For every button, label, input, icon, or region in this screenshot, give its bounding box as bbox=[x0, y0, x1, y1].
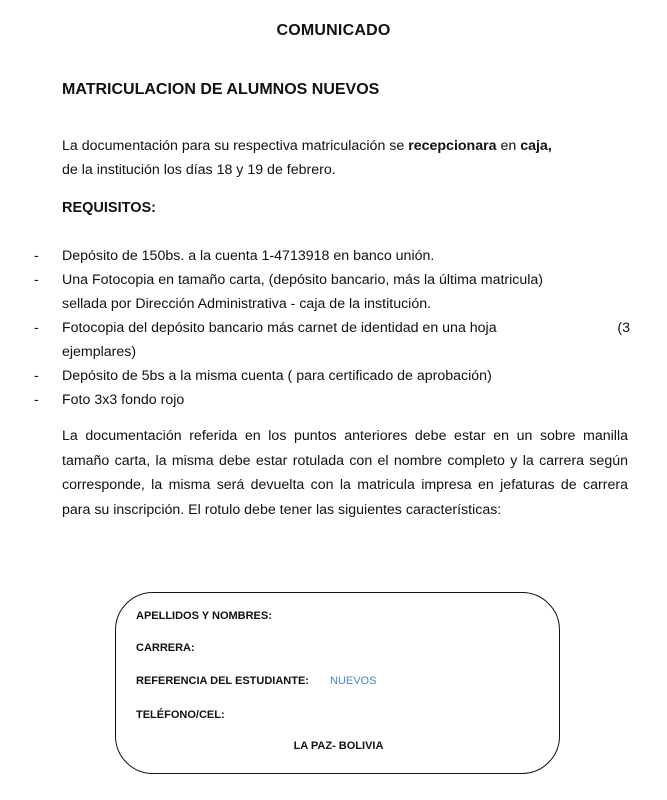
requirement-text: Foto 3x3 fondo rojo bbox=[62, 392, 185, 408]
intro-line-1 bbox=[62, 134, 632, 158]
requirement-text: Fotocopia del depósito bancario más carnet de identidad en una hoja bbox=[62, 320, 497, 336]
requirement-text-continued: sellada por Dirección Administrativa - caja de la institución. bbox=[62, 296, 432, 312]
list-item bbox=[30, 388, 630, 412]
bullet-dash: - bbox=[34, 368, 39, 384]
envelope-label-box bbox=[115, 592, 560, 774]
requirement-text-continued: ejemplares) bbox=[62, 344, 137, 360]
requirement-text: Depósito de 150bs. a la cuenta 1-4713918 en banco unión. bbox=[62, 248, 435, 264]
requirements-heading: REQUISITOS: bbox=[62, 200, 156, 216]
bullet-dash: - bbox=[34, 248, 39, 264]
requirement-text-right: (3 bbox=[617, 320, 630, 336]
label-referencia: REFERENCIA DEL ESTUDIANTE: bbox=[136, 675, 309, 687]
intro-bold-recepcionara: recepcionara bbox=[408, 138, 497, 154]
intro-line-2: de la institución los días 18 y 19 de febrero. bbox=[62, 162, 336, 178]
instructions-paragraph: La documentación referida en los puntos anteriores debe estar en un sobre manilla tamaño carta, la misma debe estar rotulada con el nombre completo y la carrera según corresponde, la misma será devuelta con la matricula impresa en jefaturas de carrera para su inscripción. El rotulo debe tener las siguientes características: bbox=[62, 428, 628, 518]
label-telefono: TELÉFONO/CEL: bbox=[136, 709, 225, 721]
bullet-dash: - bbox=[34, 392, 39, 408]
requirement-text: Depósito de 5bs a la misma cuenta ( para certificado de aprobación) bbox=[62, 368, 492, 384]
bullet-dash: - bbox=[34, 272, 39, 288]
requirements-list bbox=[30, 244, 630, 412]
intro-text-1: La documentación para su respectiva matriculación se bbox=[62, 138, 409, 154]
requirement-text: Una Fotocopia en tamaño carta, (depósito bancario, más la última matricula) bbox=[62, 272, 544, 288]
document-subtitle: MATRICULACION DE ALUMNOS NUEVOS bbox=[62, 81, 380, 98]
list-item bbox=[30, 268, 630, 316]
list-item bbox=[30, 316, 630, 364]
intro-bold-caja: caja, bbox=[520, 138, 552, 154]
intro-paragraph bbox=[62, 134, 632, 182]
label-footer-location: LA PAZ- BOLIVIA bbox=[293, 740, 384, 752]
list-item bbox=[30, 364, 630, 388]
referencia-value: NUEVOS bbox=[330, 675, 377, 687]
bullet-dash: - bbox=[34, 320, 39, 336]
intro-text-2: en bbox=[496, 138, 521, 154]
list-item bbox=[30, 244, 630, 268]
requirement-row bbox=[62, 316, 630, 340]
label-carrera: CARRERA: bbox=[136, 642, 195, 654]
label-apellidos: APELLIDOS Y NOMBRES: bbox=[136, 610, 272, 622]
document-title: COMUNICADO bbox=[276, 22, 391, 39]
